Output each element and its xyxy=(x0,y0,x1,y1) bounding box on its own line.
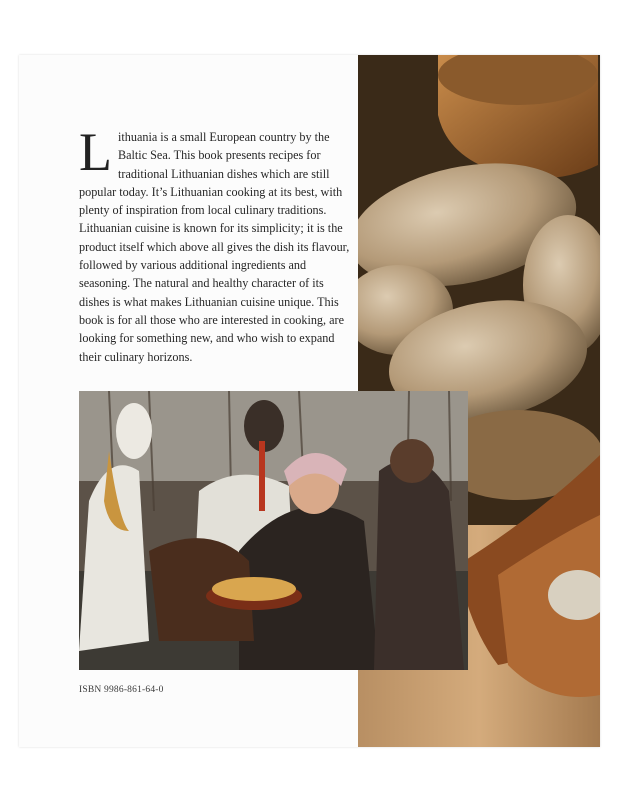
blurb-paragraph xyxy=(79,122,354,366)
isbn-number: ISBN 9986-861-64-0 xyxy=(79,685,164,695)
folk-festival-photo xyxy=(79,391,468,670)
blurb-text: ithuania is a small European country by the Baltic Sea. This book presents recipes for traditional Lithuanian dishes which are still popular today. It’s Lithuanian cooking at its best, with plenty of inspiration from local culinary traditions. Lithuanian cuisine is known for its simplicity; it is the product itself which above all gives the dish its flavour, followed by various additional ingredients and seasoning. The natural and healthy character of its dishes is what makes Lithuanian cuisine unique. This book is for all those who are interested in cooking, are looking for something new, and who wish to expand their culinary horizons. xyxy=(79,130,350,364)
folk-festival-illustration xyxy=(79,391,468,670)
book-back-cover xyxy=(19,55,600,747)
drop-cap-letter: L xyxy=(79,122,112,182)
